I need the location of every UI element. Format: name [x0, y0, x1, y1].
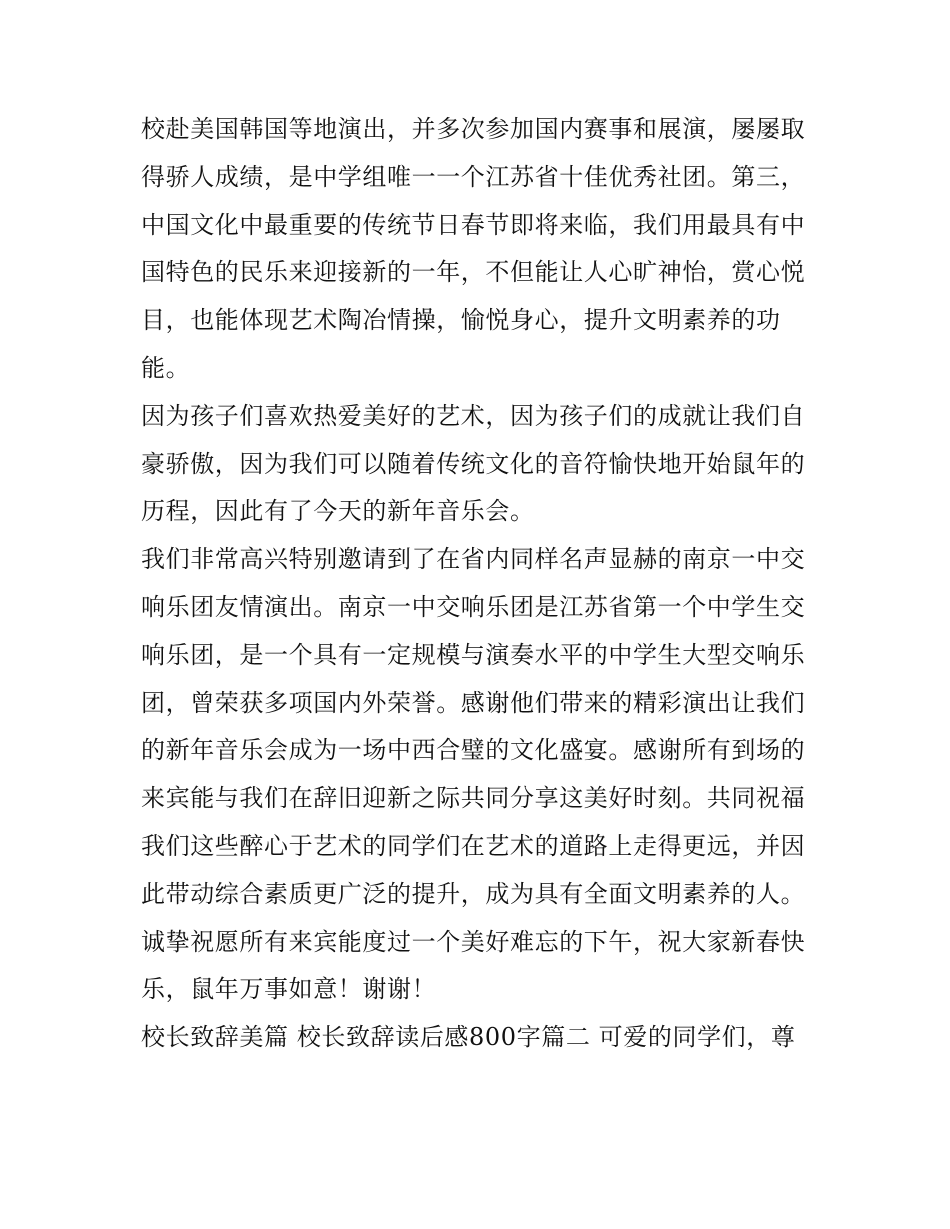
text-line: 乐，鼠年万事如意！谢谢！ — [141, 975, 437, 1004]
text-line: 我们非常高兴特别邀请到了在省内同样名声显赫的南京一中交 — [141, 545, 806, 574]
text-line: 中国文化中最重要的传统节日春节即将来临，我们用最具有中 — [141, 210, 806, 239]
text-line: 团，曾荣获多项国内外荣誉。感谢他们带来的精彩演出让我们 — [141, 688, 806, 717]
text-line: 得骄人成绩，是中学组唯一一个江苏省十佳优秀社团。第三， — [141, 162, 806, 191]
text-line: 我们这些醉心于艺术的同学们在艺术的道路上走得更远，并因 — [141, 831, 806, 860]
text-line: 国特色的民乐来迎接新的一年，不但能让人心旷神怡，赏心悦 — [141, 258, 806, 287]
text-line: 响乐团友情演出。南京一中交响乐团是江苏省第一个中学生交 — [141, 592, 806, 621]
text-line: 来宾能与我们在辞旧迎新之际共同分享这美好时刻。共同祝福 — [141, 784, 806, 813]
text-line: 校赴美国韩国等地演出，并多次参加国内赛事和展演，屡屡取 — [141, 115, 806, 143]
text-line: 此带动综合素质更广泛的提升，成为具有全面文明素养的人。 — [141, 879, 806, 908]
text-line: 能。 — [141, 353, 191, 382]
text-line: 诚挚祝愿所有来宾能度过一个美好难忘的下午，祝大家新春快 — [141, 927, 806, 956]
text-line: 校长致辞美篇 校长致辞读后感800字篇二 可爱的同学们，尊 — [141, 1023, 796, 1052]
text-line: 历程，因此有了今天的新年音乐会。 — [141, 497, 535, 526]
text-line: 目，也能体现艺术陶冶情操，愉悦身心，提升文明素养的功 — [141, 306, 781, 335]
text-line: 的新年音乐会成为一场中西合璧的文化盛宴。感谢所有到场的 — [141, 736, 806, 765]
document-body — [141, 106, 813, 1062]
text-line: 豪骄傲，因为我们可以随着传统文化的音符愉快地开始鼠年的 — [141, 449, 806, 478]
text-line: 因为孩子们喜欢热爱美好的艺术，因为孩子们的成就让我们自 — [141, 401, 806, 430]
text-line: 响乐团，是一个具有一定规模与演奏水平的中学生大型交响乐 — [141, 640, 806, 669]
